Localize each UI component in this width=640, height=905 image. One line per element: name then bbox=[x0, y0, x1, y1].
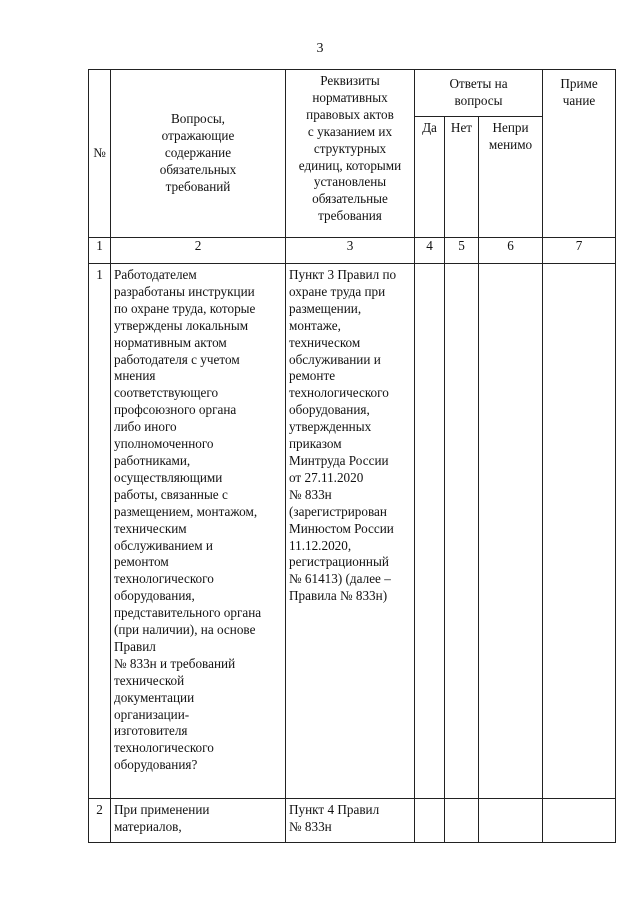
table-row bbox=[89, 264, 616, 799]
table-row bbox=[89, 799, 616, 843]
row-requisites: Пункт 4 Правил № 833н bbox=[286, 799, 415, 843]
row-number: 2 bbox=[89, 799, 111, 843]
column-number: 4 bbox=[415, 238, 445, 264]
checklist-table bbox=[88, 69, 616, 843]
answer-yes-cell bbox=[415, 799, 445, 843]
answer-not-applicable-cell bbox=[479, 799, 543, 843]
header-requisites: Реквизиты нормативных правовых актов с указанием их структурных единиц, которыми установлены обязательные требования bbox=[286, 70, 415, 238]
row-question: Работодателем разработаны инструкции по охране труда, которые утверждены локальным нормативным актом работодателя с учетом мнения соответствующего профсоюзного органа либо иного уполномоченного работниками, осуществляющими работы, связанные с размещением, монтажом, техническим обслуживанием и ремонтом технологического оборудования, представительного органа (при наличии), на основе Правил № 833н и требований технической документации организации- изготовителя технологического оборудования? bbox=[111, 264, 286, 799]
header-no-answer: Нет bbox=[445, 117, 479, 238]
column-number: 7 bbox=[543, 238, 616, 264]
header-number: № bbox=[89, 70, 111, 238]
column-number: 6 bbox=[479, 238, 543, 264]
answer-yes-cell bbox=[415, 264, 445, 799]
column-number: 2 bbox=[111, 238, 286, 264]
column-number-row bbox=[89, 238, 616, 264]
header-row-top bbox=[89, 70, 616, 117]
row-requisites: Пункт 3 Правил по охране труда при размещении, монтаже, техническом обслуживании и ремонте технологического оборудования, утвержденных приказом Минтруда России от 27.11.2020 № 833н (зарегистрирован Минюстом России 11.12.2020, регистрационный № 61413) (далее – Правила № 833н) bbox=[286, 264, 415, 799]
column-number: 3 bbox=[286, 238, 415, 264]
header-not-applicable: Непри менимо bbox=[479, 117, 543, 238]
page-number: 3 bbox=[316, 41, 324, 56]
note-cell bbox=[543, 264, 616, 799]
header-answers: Ответы на вопросы bbox=[415, 70, 543, 117]
header-question: Вопросы, отражающие содержание обязательных требований bbox=[111, 70, 286, 238]
note-cell bbox=[543, 799, 616, 843]
answer-not-applicable-cell bbox=[479, 264, 543, 799]
answer-no-cell bbox=[445, 264, 479, 799]
header-yes: Да bbox=[415, 117, 445, 238]
column-number: 1 bbox=[89, 238, 111, 264]
answer-no-cell bbox=[445, 799, 479, 843]
row-question: При применении материалов, bbox=[111, 799, 286, 843]
header-note: Приме чание bbox=[543, 70, 616, 238]
row-number: 1 bbox=[89, 264, 111, 799]
column-number: 5 bbox=[445, 238, 479, 264]
